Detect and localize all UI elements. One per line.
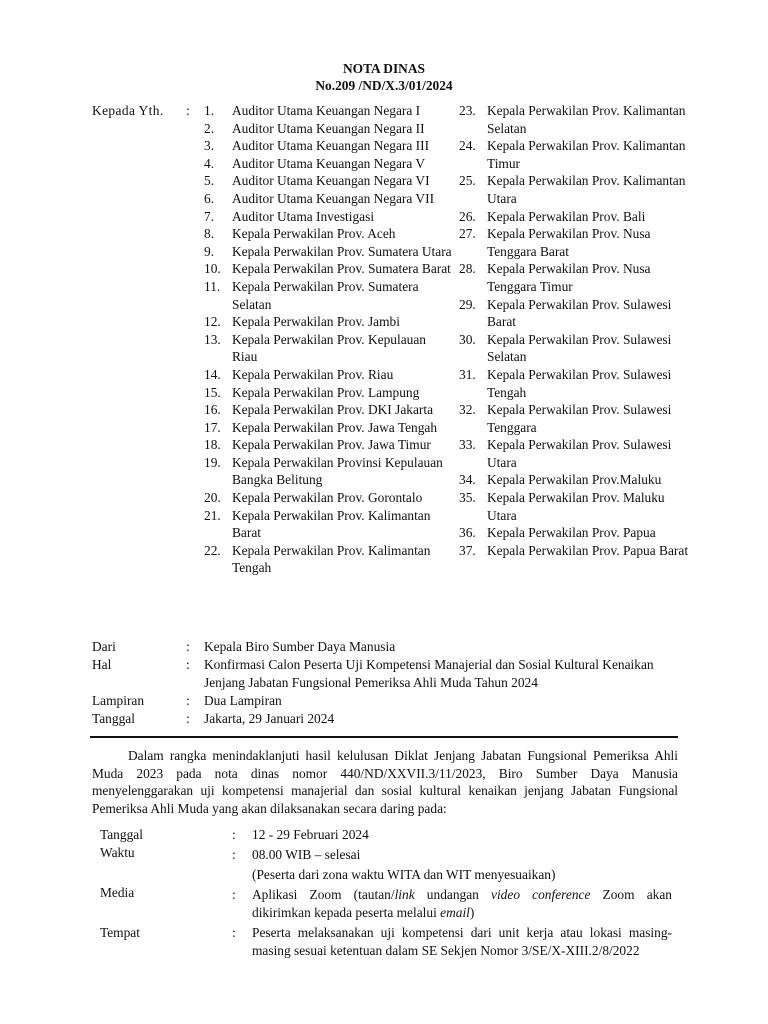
divider-rule	[90, 736, 678, 738]
date-colon: :	[186, 711, 190, 726]
recipient-number: 23.	[459, 103, 476, 118]
recipient-text: Kepala Perwakilan Prov. Sulawesi Tengah	[487, 366, 672, 400]
recipient-number: 15.	[204, 384, 221, 400]
recipient-number: 30.	[459, 331, 476, 347]
recipient-item	[204, 489, 454, 507]
media-text-1: Aplikasi Zoom (tautan/	[252, 887, 395, 902]
recipient-item	[459, 436, 689, 471]
recipient-item	[204, 190, 454, 208]
recipient-text: Kepala Perwakilan Provinsi Kepulauan Bangka Belitung	[232, 454, 443, 488]
recipient-number: 6.	[204, 190, 215, 206]
recipient-item	[459, 524, 689, 542]
from-label: Dari	[92, 639, 116, 654]
recipient-number: 26.	[459, 208, 476, 224]
attachment-value: Dua Lampiran	[204, 693, 282, 708]
recipient-text: Kepala Perwakilan Prov.Maluku	[487, 472, 662, 488]
recipient-number: 13.	[204, 331, 221, 347]
recipient-item	[204, 225, 454, 243]
media-text-4: )	[469, 904, 475, 920]
recipient-item	[459, 489, 689, 524]
recipient-text: Auditor Utama Keuangan Negara VI	[232, 173, 430, 189]
recipient-text: Kepala Perwakilan Prov. Gorontalo	[232, 490, 423, 506]
recipient-text: Kepala Perwakilan Prov. Sulawesi Utara	[487, 437, 672, 470]
recipient-text: Kepala Perwakilan Prov. Nusa Tenggara Barat	[487, 226, 651, 259]
detail-media-label: Media	[100, 885, 135, 900]
recipient-number: 33.	[459, 437, 476, 453]
recipient-text: Kepala Perwakilan Prov. Sumatera Selatan	[232, 278, 419, 312]
media-text-3: Zoom akan dikirimkan kepada peserta melalui	[252, 887, 672, 920]
recipient-text: Kepala Perwakilan Prov. Kalimantan Tengah	[232, 542, 431, 576]
detail-place-label: Tempat	[100, 925, 140, 940]
recipient-number: 12.	[204, 314, 221, 330]
recipient-text: Kepala Perwakilan Prov. DKI Jakarta	[232, 402, 434, 418]
recipient-number: 17.	[204, 419, 221, 435]
recipient-item	[204, 384, 454, 402]
recipient-number: 28.	[459, 261, 476, 277]
recipient-text: Kepala Perwakilan Prov. Jawa Timur	[232, 437, 431, 453]
recipient-text: Kepala Perwakilan Prov. Kalimantan Barat	[232, 507, 431, 541]
detail-media-colon: :	[232, 887, 236, 902]
recipient-text: Auditor Utama Investigasi	[232, 208, 375, 224]
recipient-text: Kepala Perwakilan Prov. Bali	[487, 208, 646, 224]
recipient-item	[204, 155, 454, 173]
body-paragraph: Dalam rangka menindaklanjuti hasil kelulusan Diklat Jenjang Jabatan Fungsional Pemeriksa Ahli Muda 2023 pada nota dinas nomor 440/ND/XXVII.3/11/2023, Biro Sumber Daya Manusia menyelenggarakan uji kompetensi manajerial dan sosial kultural kenaikan jenjang Jabatan Fungsional Pemeriksa Ahli Muda yang akan dilaksanakan secara daring pada:	[92, 748, 678, 816]
media-text-2: undangan	[414, 887, 492, 902]
recipient-text: Auditor Utama Keuangan Negara III	[232, 138, 430, 154]
recipient-list-right	[459, 102, 689, 559]
detail-place-value: Peserta melaksanakan uji kompetensi dari unit kerja atau lokasi masing-masing sesuai ketentuan dalam SE Sekjen Nomor 3/SE/X-XIII.2/8/2022	[252, 925, 672, 958]
recipient-number: 11.	[204, 278, 221, 294]
from-colon: :	[186, 639, 190, 654]
media-text-email: email	[440, 904, 470, 920]
recipient-text: Kepala Perwakilan Prov. Kalimantan Timur	[487, 138, 686, 171]
recipient-item	[204, 542, 454, 577]
recipient-item	[459, 102, 689, 137]
recipient-text: Kepala Perwakilan Prov. Nusa Tenggara Timur	[487, 261, 651, 294]
document-title: NOTA DINAS	[343, 61, 425, 76]
recipient-item	[204, 454, 454, 489]
recipient-item	[459, 225, 689, 260]
subject-label: Hal	[92, 657, 112, 672]
recipient-text: Auditor Utama Keuangan Negara V	[232, 155, 426, 171]
recipient-item	[204, 313, 454, 331]
recipient-item	[459, 542, 689, 560]
attachment-label: Lampiran	[92, 693, 145, 708]
recipient-text: Kepala Perwakilan Prov. Lampung	[232, 384, 420, 400]
recipient-item	[204, 436, 454, 454]
subject-value: Konfirmasi Calon Peserta Uji Kompetensi Manajerial dan Sosial Kultural Kenaikan Jenjang Jabatan Fungsional Pemeriksa Ahli Muda Tahun 2024	[204, 657, 654, 690]
recipient-label: Kepada Yth.	[92, 103, 164, 118]
recipient-item	[204, 243, 454, 261]
recipient-number: 25.	[459, 173, 476, 189]
detail-time-label: Waktu	[100, 845, 135, 860]
recipient-number: 10.	[204, 261, 221, 277]
recipient-item	[204, 419, 454, 437]
detail-media-value	[252, 886, 672, 921]
recipient-text: Kepala Perwakilan Prov. Sulawesi Tenggara	[487, 402, 672, 435]
recipient-item	[204, 366, 454, 384]
media-text-link: link	[394, 887, 415, 902]
recipient-item	[459, 331, 689, 366]
recipient-item	[459, 471, 689, 489]
detail-time-note: (Peserta dari zona waktu WITA dan WIT menyesuaikan)	[252, 867, 556, 882]
recipient-number: 1.	[204, 103, 215, 118]
recipient-number: 22.	[204, 542, 221, 558]
recipient-item	[459, 401, 689, 436]
recipient-item	[459, 366, 689, 401]
recipient-text: Kepala Perwakilan Prov. Sumatera Utara	[232, 243, 452, 259]
recipient-number: 21.	[204, 507, 221, 523]
detail-time-colon: :	[232, 847, 236, 862]
recipient-item	[459, 208, 689, 226]
subject-colon: :	[186, 657, 190, 672]
recipient-number: 18.	[204, 437, 221, 453]
recipient-number: 24.	[459, 138, 476, 154]
recipient-text: Kepala Perwakilan Prov. Jawa Tengah	[232, 419, 438, 435]
detail-date-value: 12 - 29 Februari 2024	[252, 827, 369, 842]
recipient-text: Auditor Utama Keuangan Negara VII	[232, 190, 435, 206]
recipient-number: 14.	[204, 366, 221, 382]
recipient-text: Kepala Perwakilan Prov. Sulawesi Barat	[487, 296, 672, 330]
recipient-text: Kepala Perwakilan Prov. Maluku Utara	[487, 490, 665, 523]
recipient-number: 4.	[204, 155, 215, 171]
recipient-text: Kepala Perwakilan Prov. Jambi	[232, 314, 400, 330]
recipient-number: 35.	[459, 490, 476, 506]
recipient-number: 5.	[204, 173, 215, 189]
recipient-number: 36.	[459, 525, 476, 541]
recipient-number: 3.	[204, 138, 215, 154]
recipient-number: 8.	[204, 226, 215, 242]
recipient-number: 31.	[459, 366, 476, 382]
recipient-item	[459, 260, 689, 295]
attachment-colon: :	[186, 693, 190, 708]
recipient-number: 32.	[459, 402, 476, 418]
recipient-text: Kepala Perwakilan Prov. Papua Barat	[487, 542, 689, 558]
recipient-item	[459, 172, 689, 207]
from-value: Kepala Biro Sumber Daya Manusia	[204, 639, 396, 654]
recipient-colon: :	[186, 103, 190, 118]
recipient-item	[459, 137, 689, 172]
recipient-text: Kepala Perwakilan Prov. Kalimantan Utara	[487, 173, 686, 206]
recipient-number: 7.	[204, 208, 215, 224]
recipient-number: 34.	[459, 472, 476, 488]
detail-date-label: Tanggal	[100, 827, 143, 842]
recipient-text: Kepala Perwakilan Prov. Sumatera Barat	[232, 261, 451, 277]
recipient-item	[204, 120, 454, 138]
recipient-number: 16.	[204, 402, 221, 418]
recipient-number: 20.	[204, 490, 221, 506]
recipient-text: Kepala Perwakilan Prov. Sulawesi Selatan	[487, 331, 672, 365]
detail-time-value: 08.00 WIB – selesai	[252, 847, 361, 862]
detail-place-colon: :	[232, 925, 236, 940]
recipient-number: 37.	[459, 542, 476, 558]
recipient-item	[204, 507, 454, 542]
recipient-item	[204, 278, 454, 313]
recipient-item	[204, 208, 454, 226]
recipient-text: Auditor Utama Keuangan Negara I	[232, 103, 421, 118]
recipient-number: 2.	[204, 120, 215, 136]
recipient-number: 19.	[204, 454, 221, 470]
recipient-item	[459, 296, 689, 331]
recipient-number: 27.	[459, 226, 476, 242]
detail-date-colon: :	[232, 827, 236, 842]
recipient-text: Kepala Perwakilan Prov. Kalimantan Selatan	[487, 103, 686, 136]
recipient-number: 29.	[459, 296, 476, 312]
date-label: Tanggal	[92, 711, 135, 726]
recipient-list-left	[204, 102, 454, 577]
document-number: No.209 /ND/X.3/01/2024	[315, 78, 453, 93]
recipient-text: Kepala Perwakilan Prov. Aceh	[232, 226, 396, 242]
recipient-number: 9.	[204, 243, 215, 259]
recipient-text: Kepala Perwakilan Prov. Riau	[232, 366, 394, 382]
media-text-video: video conference	[491, 887, 591, 902]
recipient-text: Auditor Utama Keuangan Negara II	[232, 120, 425, 136]
recipient-text: Kepala Perwakilan Prov. Papua	[487, 525, 656, 541]
recipient-item	[204, 331, 454, 366]
recipient-text: Kepala Perwakilan Prov. Kepulauan Riau	[232, 331, 426, 365]
recipient-item	[204, 102, 454, 120]
date-value: Jakarta, 29 Januari 2024	[204, 711, 335, 726]
recipient-item	[204, 260, 454, 278]
recipient-item	[204, 401, 454, 419]
recipient-item	[204, 137, 454, 155]
recipient-item	[204, 172, 454, 190]
